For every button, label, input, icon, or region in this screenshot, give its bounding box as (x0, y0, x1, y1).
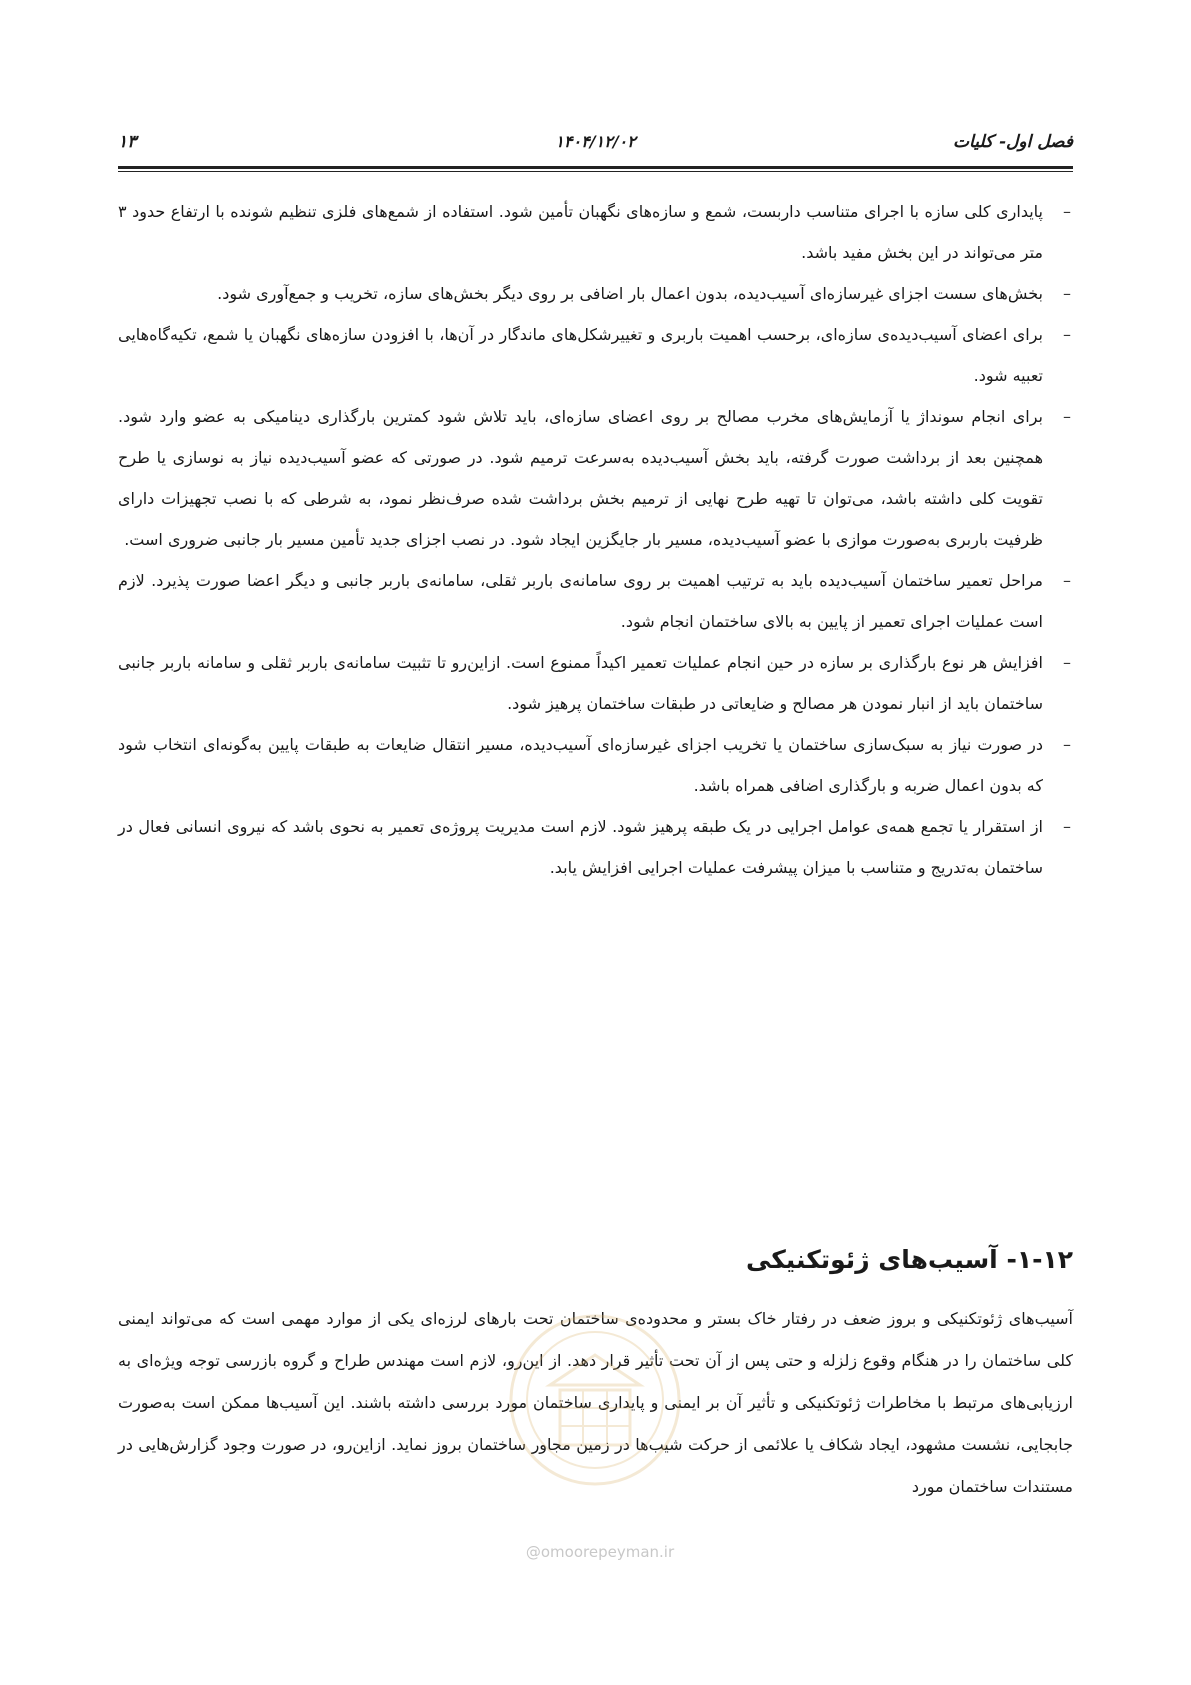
watermark-text: @omoorepeyman.ir (525, 1543, 675, 1561)
bullet-list (118, 191, 1073, 888)
list-item (118, 273, 1073, 314)
list-item (118, 314, 1073, 396)
header-rule (118, 166, 1073, 169)
header-rule-thin (118, 171, 1073, 172)
bullet-dash-icon: – (1063, 202, 1071, 221)
section-paragraph: آسیب‌های ژئوتکنیکی و بروز ضعف در رفتار خاک بستر و محدوده‌ی ساختمان تحت بارهای لرزه‌ای یکی از موارد مهمی است که می‌تواند ایمنی کلی ساختمان را در هنگام وقوع زلزله و حتی پس از آن تحت تأثیر قرار دهد. از این‌رو، لازم است مهندس طراح و گروه بازرسی توجه ویژه‌ای به ارزیابی‌های مرتبط با مخاطرات ژئوتکنیکی و تأثیر آن بر ایمنی و پایداری ساختمان مورد بررسی داشته باشند. این آسیب‌ها ممکن است به‌صورت جابجایی، نشست مشهود، ایجاد شکاف یا علائمی از حرکت شیب‌ها در زمین مجاور ساختمان بروز نماید. ازاین‌رو، در صورت وجود گزارش‌هایی در مستندات ساختمان مورد (118, 1309, 1073, 1496)
list-item-text: برای انجام سونداژ یا آزمایش‌های مخرب مصالح بر روی اعضای سازه‌ای، باید تلاش شود کمترین بارگذاری دینامیکی به عضو وارد شود. همچنین بعد از برداشت صورت گرفته، باید بخش آسیب‌دیده به‌سرعت ترمیم شود. در صورتی که عضو آسیب‌دیده نیاز به نوسازی یا طرح تقویت کلی داشته باشد، می‌توان تا تهیه طرح نهایی از ترمیم بخش برداشت شده صرف‌نظر نمود، به شرطی که با نصب تجهیزات دارای ظرفیت باربری به‌صورت موازی با عضو آسیب‌دیده، مسیر بار جایگزین ایجاد شود. در نصب اجزای جدید تأمین مسیر بار جانبی ضروری است. (118, 407, 1043, 549)
list-item (118, 806, 1073, 888)
list-item-text: افزایش هر نوع بارگذاری بر سازه در حین انجام عملیات تعمیر اکیداً ممنوع است. ازاین‌رو تا تثبیت سامانه‌ی باربر ثقلی و سامانه باربر جانبی ساختمان باید از انبار نمودن هر مصالح و ضایعاتی در طبقات ساختمان پرهیز شود. (118, 653, 1043, 713)
list-item-text: از استقرار یا تجمع همه‌ی عوامل اجرایی در یک طبقه پرهیز شود. لازم است مدیریت پروژه‌ی تعمیر به نحوی باشد که نیروی انسانی فعال در ساختمان به‌تدریج و متناسب با میزان پیشرفت عملیات اجرایی افزایش یابد. (118, 817, 1043, 877)
list-item (118, 724, 1073, 806)
list-item-text: بخش‌های سست اجزای غیرسازه‌ای آسیب‌دیده، بدون اعمال بار اضافی بر روی دیگر بخش‌های سازه، تخریب و جمع‌آوری شود. (217, 284, 1043, 303)
chapter-title: فصل اول- کلیات (953, 132, 1073, 152)
list-item-text: مراحل تعمیر ساختمان آسیب‌دیده باید به ترتیب اهمیت بر روی سامانه‌ی باربر ثقلی، سامانه‌ی باربر جانبی و دیگر اعضا صورت پذیرد. لازم است عملیات اجرای تعمیر از پایین به بالای ساختمان انجام شود. (118, 571, 1043, 631)
list-item (118, 560, 1073, 642)
watermark-seal-icon (505, 1310, 685, 1490)
list-item-text: برای اعضای آسیب‌دیده‌ی سازه‌ای، برحسب اهمیت باربری و تغییرشکل‌های ماندگار در آن‌ها، با افزودن سازه‌های نگهبان یا شمع، تکیه‌گاه‌هایی تعبیه شود. (118, 325, 1043, 385)
header-date: ۱۴۰۴/۱۲/۰۲ (555, 132, 636, 151)
list-item (118, 396, 1073, 560)
page-number: ۱۳ (118, 132, 137, 152)
bullet-dash-icon: – (1063, 653, 1071, 672)
list-item-text: در صورت نیاز به سبک‌سازی ساختمان یا تخریب اجزای غیرسازه‌ای آسیب‌دیده، مسیر انتقال ضایعات به طبقات پایین به‌گونه‌ای انتخاب شود که بدون اعمال ضربه و بارگذاری اضافی همراه باشد. (118, 735, 1043, 795)
bullet-dash-icon: – (1063, 325, 1071, 344)
bullet-dash-icon: – (1063, 284, 1071, 303)
bullet-dash-icon: – (1063, 571, 1071, 590)
page-header (118, 132, 1073, 158)
bullet-dash-icon: – (1063, 407, 1071, 426)
list-item-text: پایداری کلی سازه با اجرای متناسب داربست، شمع و سازه‌های نگهبان تأمین شود. استفاده از شمع‌های فلزی تنظیم شونده با ارتفاع حدود ۳ متر می‌تواند در این بخش مفید باشد. (118, 202, 1043, 262)
list-item (118, 191, 1073, 273)
list-item (118, 642, 1073, 724)
bullet-dash-icon: – (1063, 817, 1071, 836)
section-heading: ۱-۱۲- آسیب‌های ژئوتکنیکی (745, 1245, 1073, 1274)
bullet-dash-icon: – (1063, 735, 1071, 754)
